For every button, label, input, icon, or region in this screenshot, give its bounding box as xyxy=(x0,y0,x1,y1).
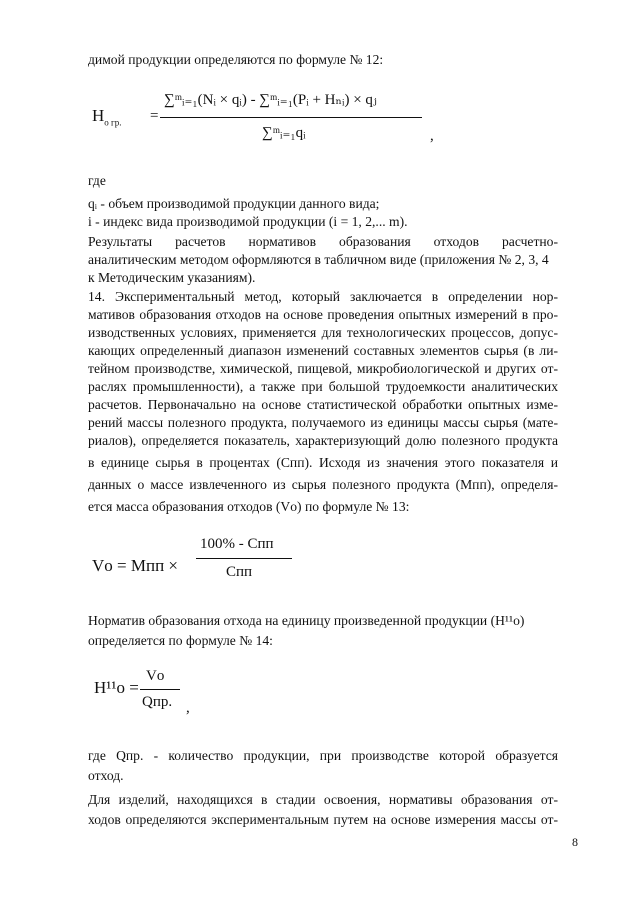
formula12-denominator: ∑ᵐᵢ₌₁qᵢ xyxy=(262,125,306,141)
formula12-bar xyxy=(160,117,422,118)
formula12-lhs: $Н_{о гр.}$ xyxy=(92,106,122,128)
formula13-numerator: 100% - Cпп xyxy=(200,536,274,552)
p14-line-10: в единице сырья в процентах (Cпп). Исходя из значения этого показателя и xyxy=(88,455,558,470)
p14-line-1: 14. Экспериментальный метод, который заключается в определении нор- xyxy=(88,289,558,304)
def-line-2: i - индекс вида производимой продукции (i = 1, 2,... m). xyxy=(88,214,408,229)
formula13-bar xyxy=(196,558,292,559)
q-line-2: отход. xyxy=(88,768,124,783)
formula12-trailing: , xyxy=(430,128,434,144)
p14-line-5: тейном производстве, химической, пищевой, микробиологической и других от- xyxy=(88,361,558,376)
page-number: 8 xyxy=(572,835,578,849)
def-line-1: qᵢ - объем производимой продукции данного вида; xyxy=(88,196,380,211)
formula12-numerator: ∑ᵐᵢ₌₁(Nᵢ × qᵢ) - ∑ᵐᵢ₌₁(Pᵢ + Нₙᵢ) × qⱼ xyxy=(164,92,377,108)
results-line-2: аналитическим методом оформляются в табличном виде (приложения № 2, 3, 4 xyxy=(88,252,549,267)
formula14-lhs: Н¹¹о = xyxy=(94,678,139,697)
p14-line-3: изводственных условиях, применяется для технологических процессов, допус- xyxy=(88,325,558,340)
new-line-2: ходов определяются экспериментальным путем на основе измерения массы от- xyxy=(88,812,558,827)
p14-line-11: данных о массе извлеченного из сырья полезного продукта (Mпп), определя- xyxy=(88,477,558,492)
intro-line: димой продукции определяются по формуле № 12: xyxy=(88,52,384,67)
p14-line-8: рений массы полезного продукта, получаемого из единицы массы сырья (мате- xyxy=(88,415,558,430)
p14-line-6: раслях промышленности), а также при большой трудоемкости аналитических xyxy=(88,379,558,394)
formula13-lhs: Vо = Mпп × xyxy=(92,556,179,575)
p14-line-12: ется масса образования отходов (Vо) по формуле № 13: xyxy=(88,499,410,514)
formula14-trailing: , xyxy=(186,700,190,716)
formula12-equals: = xyxy=(150,108,159,124)
p14-line-2: мативов образования отходов на основе проведения опытных измерений в про- xyxy=(88,307,558,322)
formula14-bar xyxy=(140,689,180,690)
p14-line-4: кающих определенный диапазон изменений составных элементов сырья (в ли- xyxy=(88,343,558,358)
formula13-denominator: Cпп xyxy=(226,564,253,580)
new-line-1: Для изделий, находящихся в стадии освоения, нормативы образования от- xyxy=(88,792,558,807)
where-label: где xyxy=(88,173,106,188)
norm-line-2: определяется по формуле № 14: xyxy=(88,633,273,648)
p14-line-9: риалов), определяется показатель, характеризующий долю полезного продукта xyxy=(88,433,558,448)
q-line-1: где Qпр. - количество продукции, при производстве которой образуется xyxy=(88,748,558,763)
norm-line-1: Норматив образования отхода на единицу произведенной продукции (Н¹¹о) xyxy=(88,613,525,628)
formula14-denominator: Qпр. xyxy=(142,694,173,710)
p14-line-7: расчетов. Первоначально на основе статистической обработки опытных изме- xyxy=(88,397,558,412)
results-line-3: к Методическим указаниям). xyxy=(88,270,256,285)
formula14-numerator: Vо xyxy=(146,668,165,684)
results-line-1: Результаты расчетов нормативов образования отходов расчетно- xyxy=(88,234,558,249)
